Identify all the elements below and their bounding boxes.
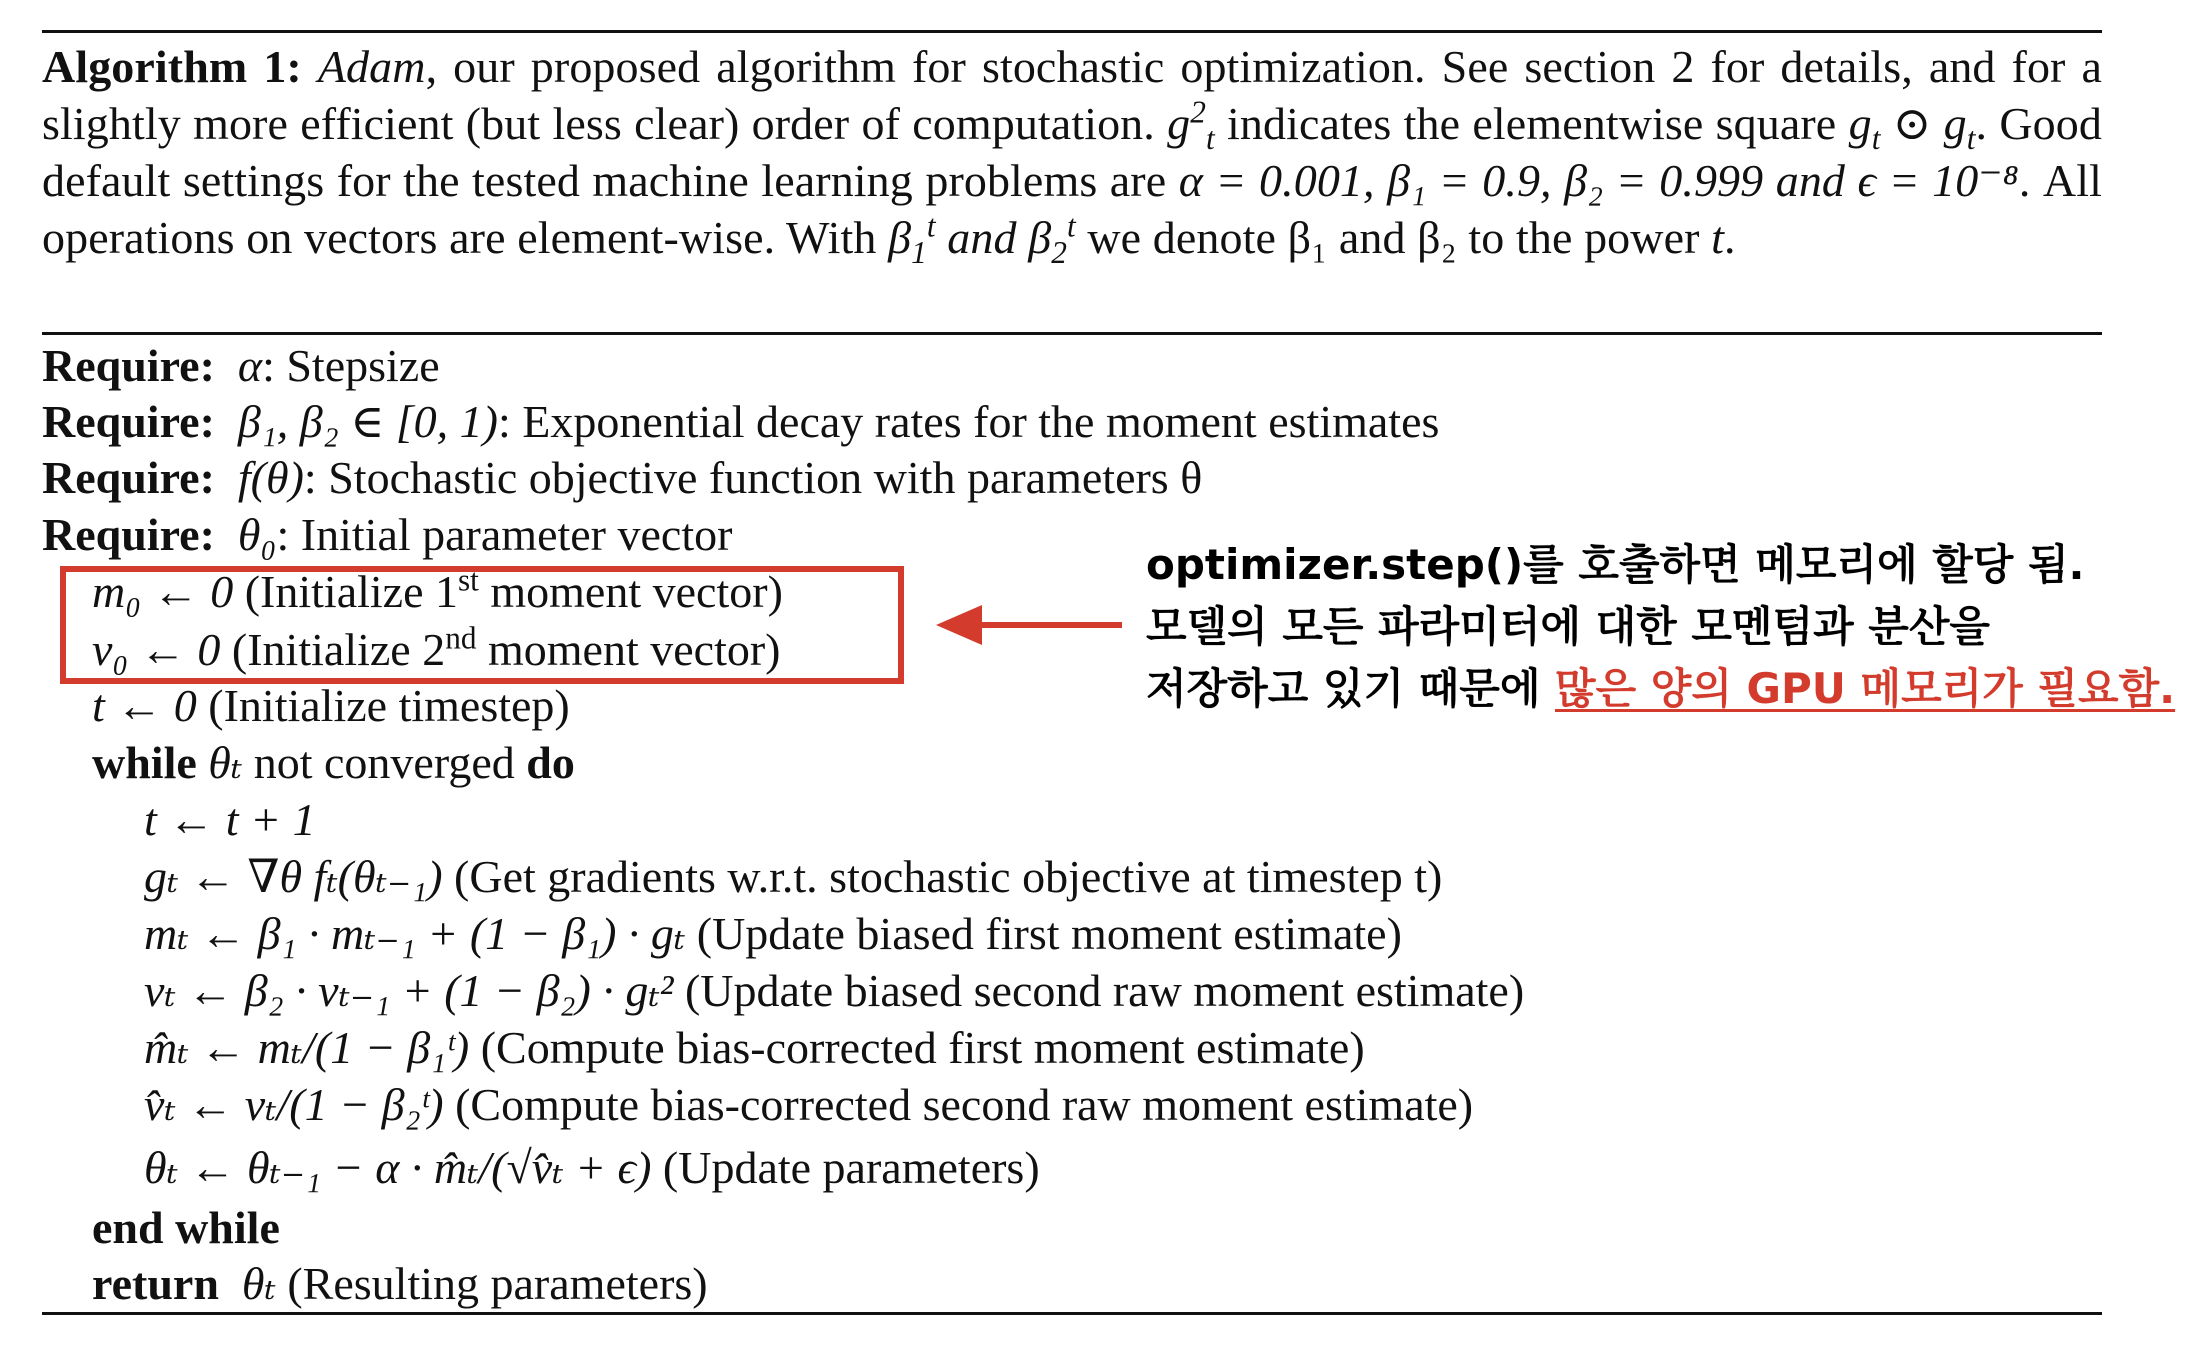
caption-text-1: , our proposed algorithm for stochastic optimization. See section 2 for details, and for a slightly more efficient (but less clear) order of computation. [42, 41, 2102, 149]
loop-step: vₜ ← β₂ · vₜ₋₁ + (1 − β₂) · gₜ² (Update biased second raw moment estimate) [144, 965, 1525, 1016]
init-v0-line: v₀ ← 0 (Initialize 2nd moment vector) [92, 620, 781, 675]
annotation-highlight: 많은 양의 GPU 메모리가 필요함. [1555, 664, 2176, 713]
require-line: Require: β₁, β₂ ∈ [0, 1): Exponential decay rates for the moment estimates [42, 396, 1440, 447]
loop-step: θₜ ← θₜ₋₁ − α · m̂ₜ/(√v̂ₜ + ϵ) (Update parameters) [144, 1142, 1040, 1193]
init-t-line: t ← 0 (Initialize timestep) [92, 680, 570, 731]
middle-rule [42, 332, 2102, 335]
loop-step: gₜ ← ∇θ fₜ(θₜ₋₁) (Get gradients w.r.t. stochastic objective at timestep t) [144, 851, 1443, 902]
loop-step: mₜ ← β₁ · mₜ₋₁ + (1 − β₁) · gₜ (Update biased first moment estimate) [144, 908, 1402, 959]
bottom-rule [42, 1312, 2102, 1315]
require-line: Require: θ₀: Initial parameter vector [42, 509, 733, 560]
algorithm-caption: Algorithm 1: Adam, our proposed algorithm for stochastic optimization. See section 2 for details, and for a slightly more efficient (but less clear) order of computation. $g^2_t$ indicates the elementwise square $g_t$ ⊙ $g_t$. Good default settings for the tested machine learning problems are α = 0.001, β₁ = 0.9, β₂ = 0.999 and ϵ = 10⁻⁸. All operations on vectors are element-wise. With $\beta_1^t$ and $\beta_2^t$ we denote β₁ and β₂ to the power t. [42, 41, 2102, 271]
caption-text-2: indicates the elementwise square [1227, 98, 1837, 149]
require-line: Require: f(θ): Stochastic objective function with parameters θ [42, 452, 1203, 503]
caption-text-5: we denote β₁ and β₂ to the power [1087, 212, 1700, 263]
loop-step: v̂ₜ ← vₜ/(1 − β₂ᵗ) (Compute bias-corrected second raw moment estimate) [144, 1079, 1474, 1130]
loop-step: m̂ₜ ← mₜ/(1 − β₁ᵗ) (Compute bias-corrected first moment estimate) [144, 1022, 1365, 1073]
end-while-line: end while [92, 1202, 280, 1253]
annotation-line-3 [1146, 658, 2175, 720]
beta-powers-math: $\beta_1^t$ and $\beta_2^t$ [888, 208, 1076, 271]
init-m0-line: m₀ ← 0 (Initialize 1st moment vector) [92, 562, 783, 617]
annotation-plain: 저장하고 있기 때문에 [1146, 664, 1556, 713]
require-line: Require: α: Stepsize [42, 340, 440, 391]
caption-text-3: . Good default settings for the tested machine learning problems are [42, 98, 2102, 206]
left-arrow-icon [936, 597, 1124, 653]
return-line: return θₜ (Resulting parameters) [92, 1258, 708, 1309]
top-rule [42, 30, 2102, 33]
annotation-line-2: 모델의 모든 파라미터에 대한 모멘텀과 분산을 [1146, 602, 1990, 651]
loop-step: t ← t + 1 [144, 794, 316, 845]
elementwise-square-math: $g_t$ ⊙ $g_t$ [1848, 98, 1976, 157]
power-t: t [1711, 212, 1725, 263]
annotation-line-1: optimizer.step()를 호출하면 메모리에 할당 됨. [1146, 540, 2085, 589]
default-settings: α = 0.001, β₁ = 0.9, β₂ = 0.999 and ϵ = 10⁻⁸ [1178, 155, 2019, 206]
g-squared-symbol: $g^2_t$ [1167, 94, 1215, 157]
caption-text-4: . All operations on vectors are element-wise. With [42, 155, 2102, 263]
algorithm-name: Adam [317, 41, 426, 92]
highlight-box [60, 562, 904, 684]
algorithm-label: Algorithm 1: [42, 41, 302, 92]
while-line: while θₜ not converged do [92, 737, 575, 788]
